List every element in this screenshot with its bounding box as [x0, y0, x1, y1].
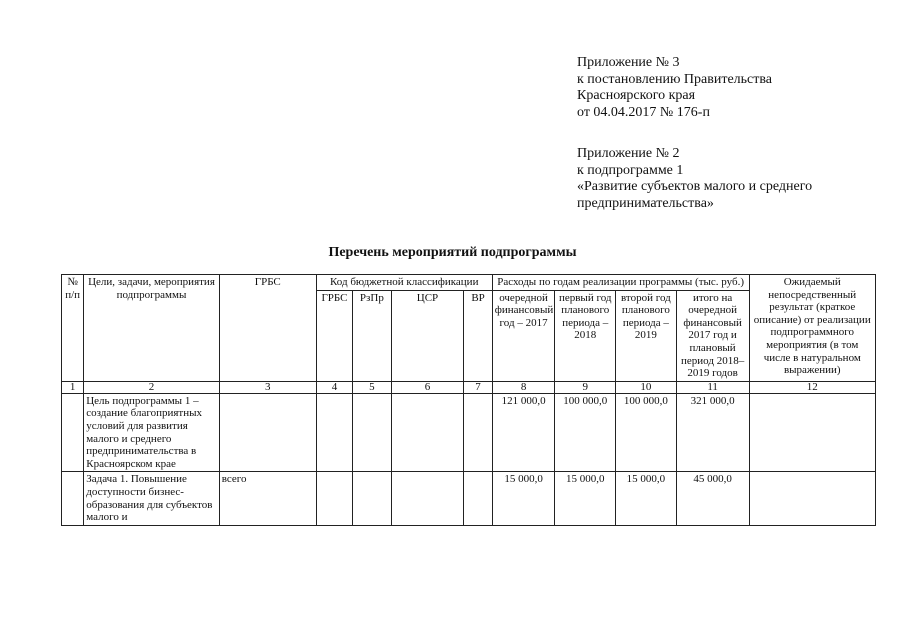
measures-table: [61, 274, 876, 526]
appendix-2-line1: Приложение № 2: [577, 146, 680, 161]
row-result: [749, 472, 875, 525]
row-vr: [464, 393, 492, 472]
row-value-2018: 15 000,0: [555, 472, 616, 525]
header-expenses: Расходы по годам реализации программы (тыс. руб.): [492, 275, 749, 291]
header-rzpr: РзПр: [353, 290, 391, 381]
row-no: [62, 393, 84, 472]
header-grbs-sub: ГРБС: [316, 290, 352, 381]
row-value-2019: 15 000,0: [616, 472, 677, 525]
appendix-3-block: [577, 55, 877, 121]
appendix-3-line2: к постановлению Правительства: [577, 71, 773, 87]
appendix-3-line3: Красноярского края: [577, 88, 696, 103]
appendix-3-line4: от 04.04.2017 № 176-п: [577, 104, 710, 120]
row-rzpr: [353, 393, 391, 472]
appendix-2-line4: предпринимательства»: [577, 195, 714, 211]
header-vr: ВР: [464, 290, 492, 381]
column-number: 6: [391, 381, 464, 393]
appendix-2-line2: к подпрограмме 1: [577, 162, 684, 178]
row-value-2017: 15 000,0: [492, 472, 555, 525]
header-csr: ЦСР: [391, 290, 464, 381]
row-csr: [391, 393, 464, 472]
document-title: Перечень мероприятий подпрограммы: [328, 245, 577, 260]
column-number: 1: [62, 381, 84, 393]
header-total: итого на очередной финансовый 2017 год и плановый период 2018–2019 годов: [676, 290, 749, 381]
header-2018: первый год планового периода – 2018: [555, 290, 616, 381]
row-vr: [464, 472, 492, 525]
header-budget-code: Код бюджетной классификации: [316, 275, 492, 291]
header-2019: второй год планового периода – 2019: [616, 290, 677, 381]
column-number: 2: [84, 381, 219, 393]
column-number: 4: [316, 381, 352, 393]
column-number: 5: [353, 381, 391, 393]
column-numbers-row: [62, 381, 876, 393]
row-result: [749, 393, 875, 472]
column-number: 12: [749, 381, 875, 393]
table-row-goal: [62, 393, 876, 472]
row-value-total: 45 000,0: [676, 472, 749, 525]
column-number: 10: [616, 381, 677, 393]
table-row-task: [62, 472, 876, 525]
row-csr: [391, 472, 464, 525]
row-rzpr: [353, 472, 391, 525]
row-value-total: 321 000,0: [676, 393, 749, 472]
header-row-1: [62, 275, 876, 291]
column-number: 3: [219, 381, 316, 393]
header-result: Ожидаемый непосредственный результат (краткое описание) от реализации подпрограммного мероприятия (в том числе в натуральном выражении): [749, 275, 875, 382]
column-number: 8: [492, 381, 555, 393]
appendix-2-block: [577, 146, 877, 212]
row-no: [62, 472, 84, 525]
row-grbs: [219, 393, 316, 472]
header-goals: Цели, задачи, мероприятия подпрограммы: [84, 275, 219, 382]
row-grbs-code: [316, 393, 352, 472]
column-number: 7: [464, 381, 492, 393]
header-2017: очередной финансовый год – 2017: [492, 290, 555, 381]
column-number: 11: [676, 381, 749, 393]
row-value-2019: 100 000,0: [616, 393, 677, 472]
appendix-2-line3: «Развитие субъектов малого и среднего: [577, 179, 813, 194]
column-number: 9: [555, 381, 616, 393]
header-no: № п/п: [62, 275, 84, 382]
row-grbs-code: [316, 472, 352, 525]
row-name: Задача 1. Повышение доступности бизнес-образования для субъектов малого и: [84, 472, 219, 525]
header-grbs: ГРБС: [219, 275, 316, 382]
row-value-2018: 100 000,0: [555, 393, 616, 472]
appendix-3-line1: Приложение № 3: [577, 55, 680, 70]
row-value-2017: 121 000,0: [492, 393, 555, 472]
row-grbs: всего: [219, 472, 316, 525]
row-name: Цель подпрограммы 1 – создание благоприятных условий для развития малого и среднего предпринимательства в Красноярском крае: [84, 393, 219, 472]
